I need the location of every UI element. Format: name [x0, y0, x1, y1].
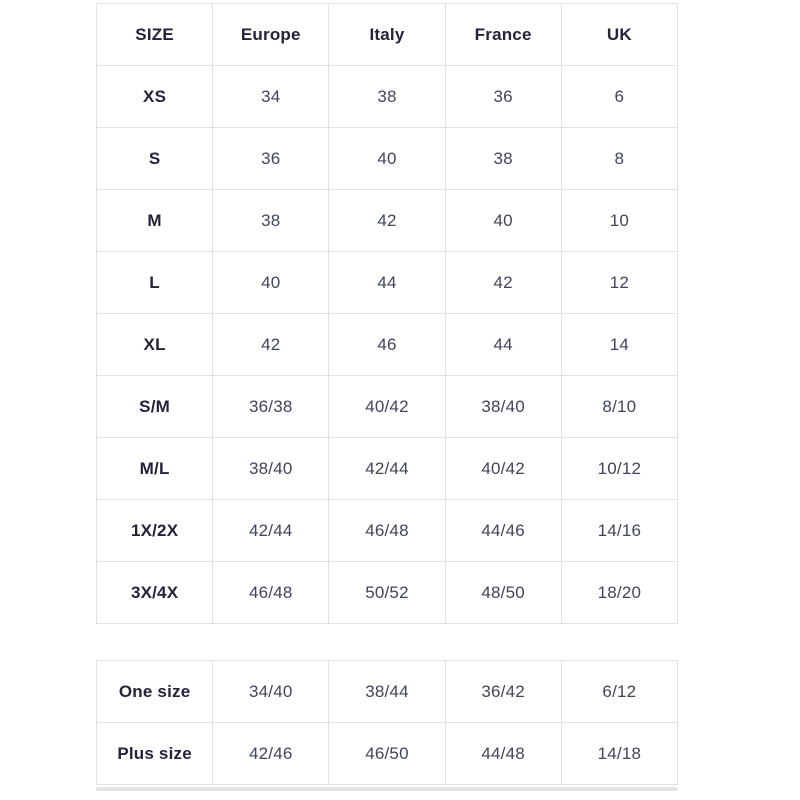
- row-label: M: [97, 190, 213, 252]
- table-cell: 18/20: [561, 562, 677, 624]
- table-cell: 8: [561, 128, 677, 190]
- table-cell: 46/50: [329, 723, 445, 785]
- table-cell: 46: [329, 314, 445, 376]
- table-cell: 50/52: [329, 562, 445, 624]
- table-row: [97, 190, 678, 252]
- table-cell: 38/40: [213, 438, 329, 500]
- table-cell: 40/42: [445, 438, 561, 500]
- table-cell: 38: [445, 128, 561, 190]
- row-label: XL: [97, 314, 213, 376]
- table-row: [97, 66, 678, 128]
- row-label: Plus size: [97, 723, 213, 785]
- one-size-plus-size-table: [96, 660, 678, 785]
- table-cell: 8/10: [561, 376, 677, 438]
- table-cell: 44/46: [445, 500, 561, 562]
- table-row: [97, 376, 678, 438]
- table-cell: 46/48: [213, 562, 329, 624]
- table-cell: 38/44: [329, 661, 445, 723]
- table-cell: 42: [329, 190, 445, 252]
- table-cell: 40: [445, 190, 561, 252]
- row-label: S: [97, 128, 213, 190]
- table-cell: 42/44: [329, 438, 445, 500]
- table-cell: 38: [213, 190, 329, 252]
- row-label: XS: [97, 66, 213, 128]
- table-cell: 14/16: [561, 500, 677, 562]
- row-label: M/L: [97, 438, 213, 500]
- size-chart-container: [96, 3, 678, 791]
- table-row: [97, 723, 678, 785]
- row-label: L: [97, 252, 213, 314]
- column-header-uk: UK: [561, 4, 677, 66]
- row-label: One size: [97, 661, 213, 723]
- row-label: 3X/4X: [97, 562, 213, 624]
- table-row: [97, 500, 678, 562]
- row-label: S/M: [97, 376, 213, 438]
- table-cell: 46/48: [329, 500, 445, 562]
- table-cell: 34: [213, 66, 329, 128]
- table-row: [97, 252, 678, 314]
- table-cell: 42/46: [213, 723, 329, 785]
- table-cell: 12: [561, 252, 677, 314]
- table-cell: 42: [213, 314, 329, 376]
- table-cell: 14/18: [561, 723, 677, 785]
- table-cell: 36: [445, 66, 561, 128]
- table-cell: 44/48: [445, 723, 561, 785]
- table-cell: 42: [445, 252, 561, 314]
- table-cell: 38/40: [445, 376, 561, 438]
- table-row: [97, 562, 678, 624]
- table-cell: 6/12: [561, 661, 677, 723]
- table-cell: 6: [561, 66, 677, 128]
- table-cell: 36/42: [445, 661, 561, 723]
- column-header-france: France: [445, 4, 561, 66]
- table-row: [97, 128, 678, 190]
- table-cell: 34/40: [213, 661, 329, 723]
- table-cell: 10/12: [561, 438, 677, 500]
- table-row: [97, 661, 678, 723]
- table-cell: 42/44: [213, 500, 329, 562]
- table-cell: 40: [213, 252, 329, 314]
- table-cell: 38: [329, 66, 445, 128]
- table-cell: 36: [213, 128, 329, 190]
- table-cell: 40: [329, 128, 445, 190]
- table-cell: 40/42: [329, 376, 445, 438]
- table-header-row: [97, 4, 678, 66]
- table-cell: 10: [561, 190, 677, 252]
- table-cell: 44: [445, 314, 561, 376]
- table-cell: 44: [329, 252, 445, 314]
- table-cell: 36/38: [213, 376, 329, 438]
- table-cell: 14: [561, 314, 677, 376]
- column-header-italy: Italy: [329, 4, 445, 66]
- horizontal-scrollbar[interactable]: [96, 787, 678, 791]
- column-header-europe: Europe: [213, 4, 329, 66]
- column-header-size: SIZE: [97, 4, 213, 66]
- size-conversion-table: [96, 3, 678, 624]
- table-cell: 48/50: [445, 562, 561, 624]
- table-row: [97, 314, 678, 376]
- row-label: 1X/2X: [97, 500, 213, 562]
- table-row: [97, 438, 678, 500]
